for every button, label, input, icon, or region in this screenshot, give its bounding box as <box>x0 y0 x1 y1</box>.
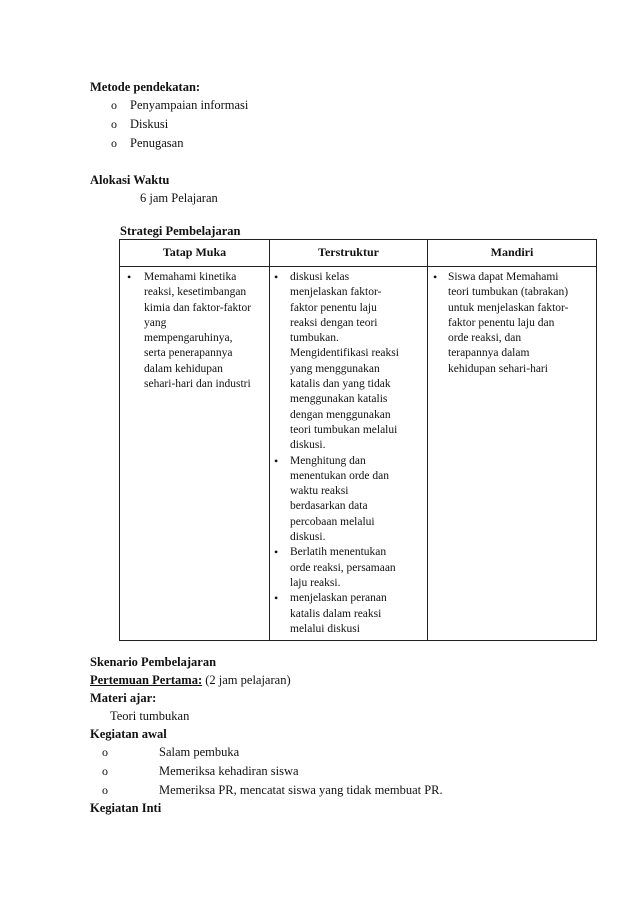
list-item <box>270 454 427 546</box>
list-item-line: reaksi, kesetimbangan <box>144 286 247 299</box>
bullet-dot: • <box>274 453 279 468</box>
alokasi-value: 6 jam Pelajaran <box>140 191 218 205</box>
strategi-table <box>119 239 597 641</box>
list-bullet: o <box>111 98 117 112</box>
list-item-line: orde reaksi, persamaan <box>290 561 396 574</box>
bullet-dot: • <box>274 270 279 284</box>
kegiatan-inti-title: Kegiatan Inti <box>90 801 162 815</box>
list-item-line: percobaan melalui <box>290 515 375 528</box>
list-item-line: untuk menjelaskan faktor- <box>448 301 569 314</box>
list-item: Salam pembuka <box>159 745 240 759</box>
list-item-line: tumbukan. <box>290 332 339 345</box>
list-bullet: o <box>102 745 108 759</box>
skenario-title: Skenario Pembelajaran <box>90 655 217 669</box>
list-item-line: katalis dalam reaksi <box>290 607 382 620</box>
list-bullet: o <box>102 764 108 778</box>
list-item <box>270 270 427 454</box>
list-item-line: mempengaruhinya, <box>144 332 233 345</box>
list-item-line: sehari-hari dan industri <box>144 378 251 391</box>
list-item: Memeriksa kehadiran siswa <box>159 764 299 778</box>
list-item-line: laju reaksi. <box>290 576 341 589</box>
cell-mandiri <box>428 267 597 641</box>
list-item-line: teori tumbukan melalui <box>290 423 398 436</box>
header-tatap-muka: Tatap Muka <box>120 240 270 267</box>
list-item: Penugasan <box>130 136 184 150</box>
list-item <box>270 545 427 591</box>
list-item-line: berdasarkan data <box>290 500 368 513</box>
list-item-line: dengan menggunakan <box>290 408 391 421</box>
cell-tatap-muka <box>120 267 270 641</box>
list-item: Memeriksa PR, mencatat siswa yang tidak membuat PR. <box>159 783 443 797</box>
pertemuan-label: Pertemuan Pertama: <box>90 673 203 687</box>
header-mandiri: Mandiri <box>428 240 597 267</box>
list-item-line: waktu reaksi <box>290 485 349 498</box>
materi-value: Teori tumbukan <box>110 709 190 723</box>
list-item <box>120 270 269 392</box>
list-item-line: dalam kehidupan <box>144 362 223 375</box>
list-item <box>428 270 596 377</box>
list-bullet: o <box>102 783 108 797</box>
list-item-line: katalis dan yang tidak <box>290 378 391 391</box>
list-item <box>270 591 427 637</box>
list-item-line: diskusi. <box>290 439 326 452</box>
list-item-line: diskusi. <box>290 531 326 544</box>
list-item-line: kimia dan faktor-faktor <box>144 301 252 314</box>
pertemuan-line <box>90 672 291 688</box>
list-item-line: kehidupan sehari-hari <box>448 362 548 375</box>
list-item: Penyampaian informasi <box>130 98 249 112</box>
table-row <box>120 267 597 641</box>
list-item-line: Mengidentifikasi reaksi <box>290 347 399 360</box>
list-item-line: Menghitung dan <box>290 454 366 467</box>
bullet-dot: • <box>433 270 438 284</box>
list-item-line: serta penerapannya <box>144 347 233 360</box>
list-bullet: o <box>111 117 117 131</box>
strategi-title: Strategi Pembelajaran <box>120 224 241 238</box>
list-item-line: diskusi kelas <box>290 271 350 283</box>
alokasi-title: Alokasi Waktu <box>90 173 170 187</box>
list-item-line: menjelaskan peranan <box>290 592 387 605</box>
list-item-line: Siswa dapat Memahami <box>448 271 559 283</box>
list-item-line: melalui diskusi <box>290 622 360 635</box>
list-item-line: Berlatih menentukan <box>290 546 387 559</box>
table-header-row <box>120 240 597 267</box>
bullet-dot: • <box>274 591 279 606</box>
list-item-line: reaksi dengan teori <box>290 316 378 329</box>
list-item-line: yang <box>144 316 167 329</box>
pertemuan-value: (2 jam pelajaran) <box>202 673 291 687</box>
list-item-line: orde reaksi, dan <box>448 332 522 345</box>
list-item-line: menggunakan katalis <box>290 393 388 406</box>
list-item-line: teori tumbukan (tabrakan) <box>448 286 569 299</box>
list-item-line: faktor penentu laju dan <box>448 316 555 329</box>
bullet-dot: • <box>127 270 132 284</box>
list-item-line: yang menggunakan <box>290 362 380 375</box>
list-item: Diskusi <box>130 117 169 131</box>
metode-title: Metode pendekatan: <box>90 80 201 94</box>
kegiatan-awal-title: Kegiatan awal <box>90 727 167 741</box>
list-bullet: o <box>111 136 117 150</box>
list-item-line: terapannya dalam <box>448 347 530 360</box>
list-item-line: Memahami kinetika <box>144 271 237 283</box>
header-terstruktur: Terstruktur <box>270 240 428 267</box>
list-item-line: faktor penentu laju <box>290 301 377 314</box>
cell-terstruktur <box>270 267 428 641</box>
list-item-line: menentukan orde dan <box>290 469 389 482</box>
bullet-dot: • <box>274 545 279 560</box>
materi-title: Materi ajar: <box>90 691 157 705</box>
list-item-line: menjelaskan faktor- <box>290 286 382 299</box>
